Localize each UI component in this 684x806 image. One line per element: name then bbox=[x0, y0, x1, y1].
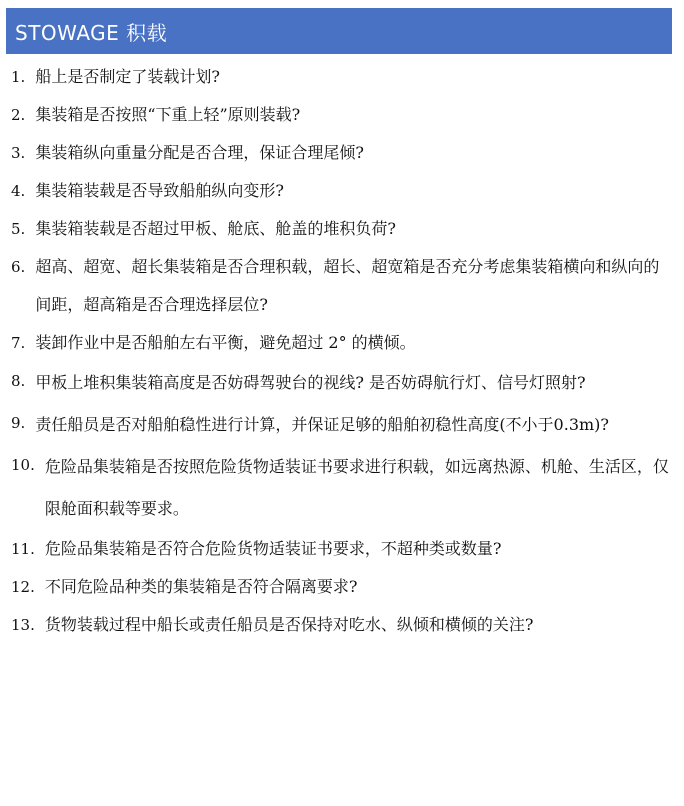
list-item bbox=[11, 210, 673, 248]
item-number: 6. bbox=[11, 258, 26, 276]
item-text: 甲板上堆积集装箱高度是否妨碍驾驶台的视线? 是否妨碍航行灯、信号灯照射? bbox=[35, 373, 586, 392]
item-text: 集装箱纵向重量分配是否合理，保证合理尾倾? bbox=[35, 143, 364, 162]
item-number: 3. bbox=[11, 144, 26, 162]
list-item bbox=[11, 172, 673, 210]
item-text: 危险品集装箱是否按照危险货物适装证书要求进行积载，如远离热源、机舱、生活区，仅限舱面积载等要求。 bbox=[44, 457, 669, 518]
item-text: 责任船员是否对船舶稳性进行计算，并保证足够的船舶初稳性高度(不小于0.3m)? bbox=[35, 415, 609, 434]
list-item bbox=[11, 96, 673, 134]
list-item bbox=[11, 58, 673, 96]
item-text: 货物装载过程中船长或责任船员是否保持对吃水、纵倾和横倾的关注? bbox=[44, 615, 534, 634]
item-text: 装卸作业中是否船舶左右平衡，避免超过 2° 的横倾。 bbox=[35, 333, 416, 352]
item-text: 危险品集装箱是否符合危险货物适装证书要求，不超种类或数量? bbox=[44, 539, 502, 558]
item-number: 10. bbox=[11, 456, 35, 474]
item-text: 集装箱是否按照“下重上轻”原则装载? bbox=[35, 105, 301, 124]
item-number: 11. bbox=[11, 540, 35, 558]
list-item bbox=[11, 362, 673, 404]
item-number: 8. bbox=[11, 372, 26, 390]
list-item bbox=[11, 324, 673, 362]
checklist bbox=[11, 58, 673, 644]
item-text: 船上是否制定了装载计划? bbox=[35, 67, 220, 86]
list-item bbox=[11, 568, 673, 606]
item-text: 集装箱装载是否导致船舶纵向变形? bbox=[35, 181, 284, 200]
item-number: 5. bbox=[11, 220, 26, 238]
item-number: 9. bbox=[11, 414, 26, 432]
item-number: 13. bbox=[11, 616, 35, 634]
item-text: 集装箱装载是否超过甲板、舱底、舱盖的堆积负荷? bbox=[35, 219, 396, 238]
list-item bbox=[11, 404, 673, 446]
item-text: 不同危险品种类的集装箱是否符合隔离要求? bbox=[44, 577, 358, 596]
list-item bbox=[11, 134, 673, 172]
list-item bbox=[11, 248, 673, 324]
section-title: STOWAGE 积载 bbox=[15, 20, 168, 45]
item-number: 2. bbox=[11, 106, 26, 124]
item-number: 4. bbox=[11, 182, 26, 200]
item-number: 7. bbox=[11, 334, 26, 352]
list-item bbox=[11, 530, 673, 568]
list-item bbox=[11, 446, 673, 530]
list-item bbox=[11, 606, 673, 644]
item-number: 1. bbox=[11, 68, 26, 86]
item-text: 超高、超宽、超长集装箱是否合理积载，超长、超宽箱是否充分考虑集装箱横向和纵向的间距，超高箱是否合理选择层位? bbox=[35, 257, 660, 314]
section-header bbox=[6, 8, 672, 54]
item-number: 12. bbox=[11, 578, 35, 596]
